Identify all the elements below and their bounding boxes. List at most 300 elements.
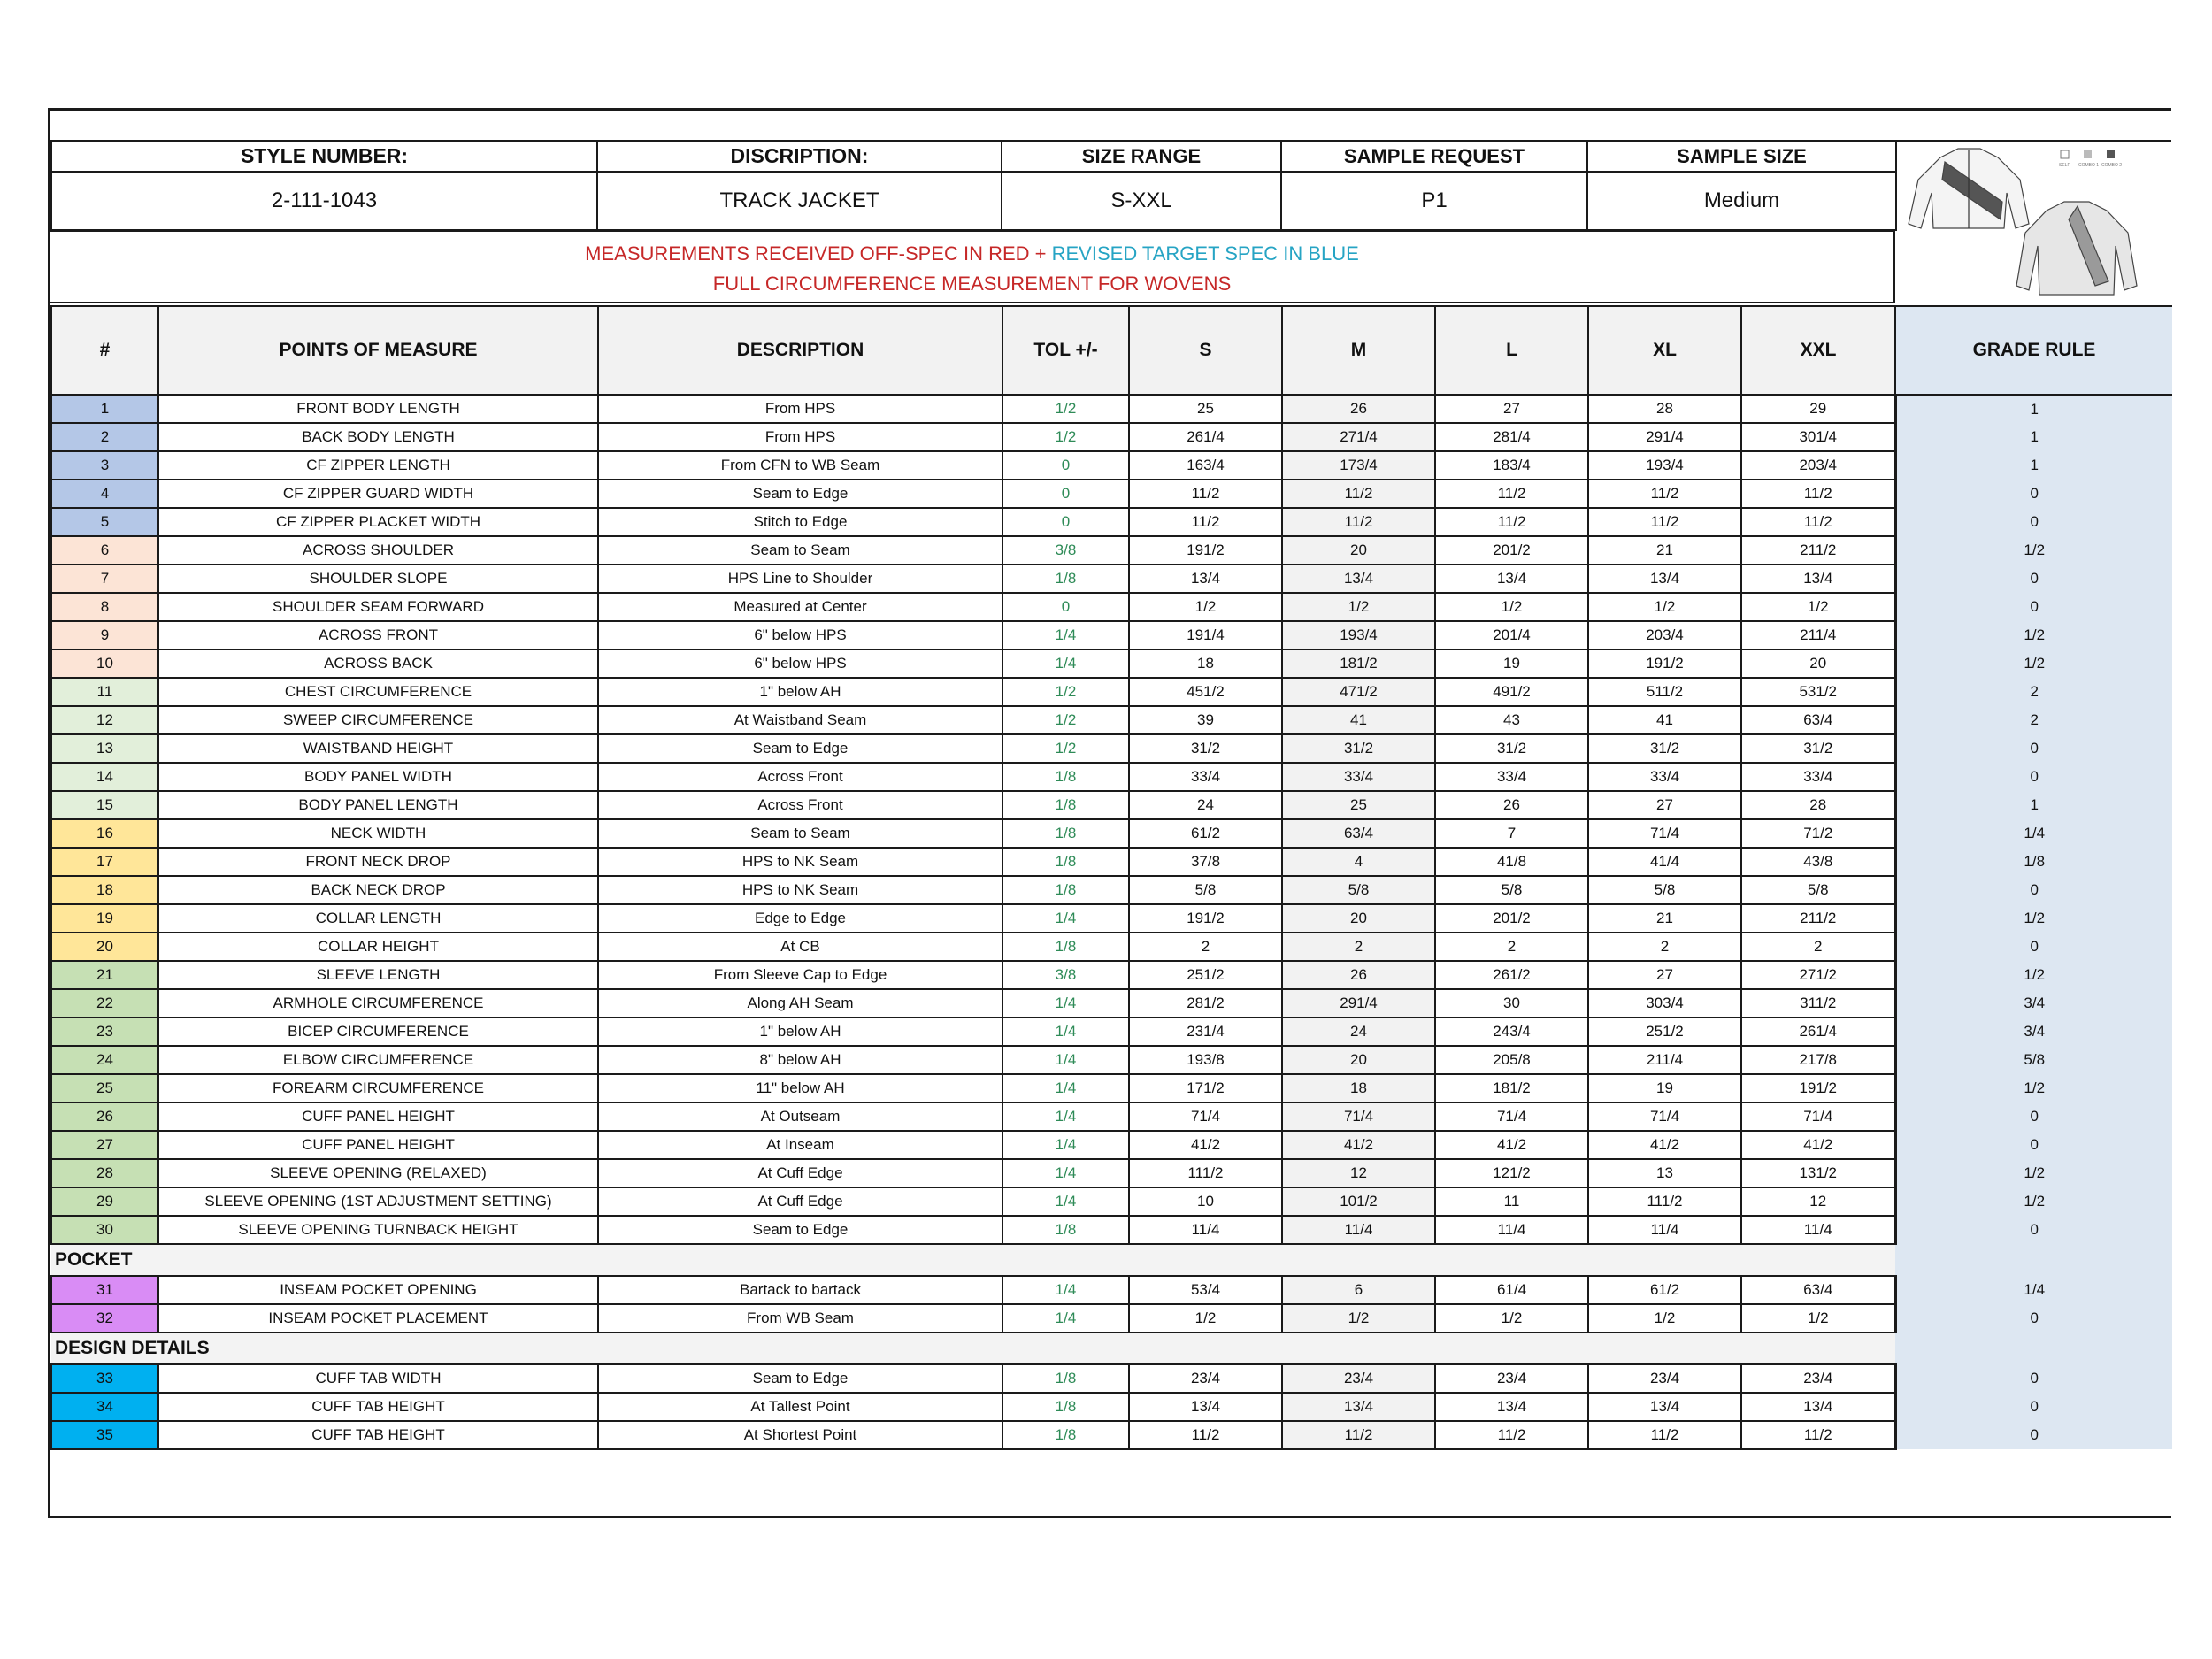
tolerance: 1/4 xyxy=(1002,1018,1129,1046)
size-xxl: 203/4 xyxy=(1741,451,1895,480)
size-m: 271/4 xyxy=(1282,423,1435,451)
size-xxl: 11/2 xyxy=(1741,1421,1895,1449)
size-l: 183/4 xyxy=(1435,451,1588,480)
size-xl: 21 xyxy=(1588,904,1741,933)
size-m: 11/2 xyxy=(1282,480,1435,508)
style-number-label: STYLE NUMBER: xyxy=(51,141,597,172)
off-spec-note: MEASUREMENTS RECEIVED OFF-SPEC IN RED + xyxy=(585,242,1047,265)
row-number: 30 xyxy=(51,1216,158,1244)
size-s: 13/4 xyxy=(1129,565,1282,593)
size-m: 1/2 xyxy=(1282,1304,1435,1333)
point-of-measure: CUFF PANEL HEIGHT xyxy=(158,1131,598,1159)
row-number: 16 xyxy=(51,819,158,848)
size-xxl: 43/8 xyxy=(1741,848,1895,876)
section-title: POCKET xyxy=(51,1244,1895,1276)
top-band xyxy=(50,111,2171,142)
size-xxl: 311/2 xyxy=(1741,989,1895,1018)
size-xl: 303/4 xyxy=(1588,989,1741,1018)
size-xl: 193/4 xyxy=(1588,451,1741,480)
grade-rule: 1/2 xyxy=(1895,1187,2172,1216)
size-m: 11/2 xyxy=(1282,508,1435,536)
point-of-measure: SHOULDER SLOPE xyxy=(158,565,598,593)
swatch-self-label: SELF xyxy=(2059,163,2070,168)
grade-rule: 1/4 xyxy=(1895,819,2172,848)
tolerance: 1/4 xyxy=(1002,649,1129,678)
sample-request-label: SAMPLE REQUEST xyxy=(1281,141,1587,172)
point-of-measure: CHEST CIRCUMFERENCE xyxy=(158,678,598,706)
size-xl: 291/4 xyxy=(1588,423,1741,451)
grade-rule: 0 xyxy=(1895,1393,2172,1421)
size-m: 71/4 xyxy=(1282,1102,1435,1131)
size-s: 2 xyxy=(1129,933,1282,961)
measure-description: At Cuff Edge xyxy=(598,1159,1002,1187)
size-xxl: 217/8 xyxy=(1741,1046,1895,1074)
size-xl: 11/2 xyxy=(1588,508,1741,536)
size-xxl: 28 xyxy=(1741,791,1895,819)
grade-rule: 1 xyxy=(1895,791,2172,819)
size-m: 20 xyxy=(1282,1046,1435,1074)
size-xxl: 211/2 xyxy=(1741,904,1895,933)
size-m: 20 xyxy=(1282,536,1435,565)
point-of-measure: ACROSS SHOULDER xyxy=(158,536,598,565)
grade-rule: 3/4 xyxy=(1895,1018,2172,1046)
tolerance: 1/4 xyxy=(1002,1159,1129,1187)
point-of-measure: CUFF TAB WIDTH xyxy=(158,1364,598,1393)
tolerance: 1/8 xyxy=(1002,565,1129,593)
measure-description: Along AH Seam xyxy=(598,989,1002,1018)
measure-description: From Sleeve Cap to Edge xyxy=(598,961,1002,989)
point-of-measure: BICEP CIRCUMFERENCE xyxy=(158,1018,598,1046)
point-of-measure: INSEAM POCKET PLACEMENT xyxy=(158,1304,598,1333)
measure-description: Seam to Edge xyxy=(598,1364,1002,1393)
size-m: 31/2 xyxy=(1282,734,1435,763)
tolerance: 1/4 xyxy=(1002,1074,1129,1102)
size-xl: 11/2 xyxy=(1588,480,1741,508)
size-xl: 71/4 xyxy=(1588,1102,1741,1131)
grade-rule: 0 xyxy=(1895,876,2172,904)
table-row xyxy=(51,621,2172,649)
measurement-rows xyxy=(51,395,2172,1449)
row-number: 21 xyxy=(51,961,158,989)
size-xl: 27 xyxy=(1588,961,1741,989)
grade-rule: 0 xyxy=(1895,933,2172,961)
table-row xyxy=(51,565,2172,593)
size-xxl: 12 xyxy=(1741,1187,1895,1216)
size-xxl: 13/4 xyxy=(1741,1393,1895,1421)
size-m: 181/2 xyxy=(1282,649,1435,678)
point-of-measure: ELBOW CIRCUMFERENCE xyxy=(158,1046,598,1074)
sample-request-value: P1 xyxy=(1281,172,1587,230)
row-number: 14 xyxy=(51,763,158,791)
grade-rule: 1/2 xyxy=(1895,961,2172,989)
size-xxl: 1/2 xyxy=(1741,593,1895,621)
measure-description: At Inseam xyxy=(598,1131,1002,1159)
size-m: 193/4 xyxy=(1282,621,1435,649)
section-header-row xyxy=(51,1333,2172,1364)
size-xxl: 1/2 xyxy=(1741,1304,1895,1333)
tolerance: 1/4 xyxy=(1002,989,1129,1018)
size-m: 13/4 xyxy=(1282,1393,1435,1421)
grade-rule: 0 xyxy=(1895,480,2172,508)
row-number: 19 xyxy=(51,904,158,933)
size-s: 111/2 xyxy=(1129,1159,1282,1187)
size-m: 11/4 xyxy=(1282,1216,1435,1244)
tolerance: 1/8 xyxy=(1002,933,1129,961)
point-of-measure: WAISTBAND HEIGHT xyxy=(158,734,598,763)
size-xl: 19 xyxy=(1588,1074,1741,1102)
size-m: 5/8 xyxy=(1282,876,1435,904)
measure-description: Seam to Edge xyxy=(598,1216,1002,1244)
col-grade-rule: GRADE RULE xyxy=(1895,306,2172,395)
size-s: 11/2 xyxy=(1129,508,1282,536)
grade-rule: 1/4 xyxy=(1895,1276,2172,1304)
col-points-of-measure: POINTS OF MEASURE xyxy=(158,306,598,395)
point-of-measure: FOREARM CIRCUMFERENCE xyxy=(158,1074,598,1102)
measure-description: 8" below AH xyxy=(598,1046,1002,1074)
measurement-table xyxy=(50,305,2172,1450)
size-s: 71/4 xyxy=(1129,1102,1282,1131)
size-xxl: 191/2 xyxy=(1741,1074,1895,1102)
size-s: 37/8 xyxy=(1129,848,1282,876)
table-row xyxy=(51,1046,2172,1074)
size-xl: 2 xyxy=(1588,933,1741,961)
grade-rule: 0 xyxy=(1895,1131,2172,1159)
size-xl: 191/2 xyxy=(1588,649,1741,678)
grade-rule: 1/2 xyxy=(1895,1074,2172,1102)
size-xl: 41/2 xyxy=(1588,1131,1741,1159)
size-s: 11/2 xyxy=(1129,1421,1282,1449)
size-s: 18 xyxy=(1129,649,1282,678)
measure-description: Seam to Seam xyxy=(598,536,1002,565)
grade-rule: 2 xyxy=(1895,706,2172,734)
row-number: 11 xyxy=(51,678,158,706)
row-number: 1 xyxy=(51,395,158,423)
point-of-measure: ACROSS FRONT xyxy=(158,621,598,649)
grade-rule: 5/8 xyxy=(1895,1046,2172,1074)
column-header-row xyxy=(51,306,2172,395)
size-s: 191/4 xyxy=(1129,621,1282,649)
tolerance: 1/8 xyxy=(1002,848,1129,876)
size-s: 61/2 xyxy=(1129,819,1282,848)
size-xl: 1/2 xyxy=(1588,593,1741,621)
tolerance: 0 xyxy=(1002,593,1129,621)
measure-description: Edge to Edge xyxy=(598,904,1002,933)
size-xxl: 23/4 xyxy=(1741,1364,1895,1393)
table-row xyxy=(51,536,2172,565)
size-l: 281/4 xyxy=(1435,423,1588,451)
sample-size-value: Medium xyxy=(1587,172,1896,230)
grade-rule: 1/2 xyxy=(1895,536,2172,565)
size-s: 191/2 xyxy=(1129,536,1282,565)
size-m: 1/2 xyxy=(1282,593,1435,621)
size-l: 13/4 xyxy=(1435,1393,1588,1421)
tolerance: 1/4 xyxy=(1002,1102,1129,1131)
row-number: 4 xyxy=(51,480,158,508)
size-m: 291/4 xyxy=(1282,989,1435,1018)
size-xl: 27 xyxy=(1588,791,1741,819)
size-s: 281/2 xyxy=(1129,989,1282,1018)
point-of-measure: SLEEVE OPENING (RELAXED) xyxy=(158,1159,598,1187)
grade-rule: 0 xyxy=(1895,1216,2172,1244)
table-row xyxy=(51,395,2172,423)
size-m: 23/4 xyxy=(1282,1364,1435,1393)
size-xl: 21 xyxy=(1588,536,1741,565)
notes-line-2: FULL CIRCUMFERENCE MEASUREMENT FOR WOVENS xyxy=(712,273,1232,295)
point-of-measure: INSEAM POCKET OPENING xyxy=(158,1276,598,1304)
table-row xyxy=(51,848,2172,876)
size-xl: 61/2 xyxy=(1588,1276,1741,1304)
col-size-m: M xyxy=(1282,306,1435,395)
tolerance: 1/8 xyxy=(1002,1393,1129,1421)
size-l: 41/8 xyxy=(1435,848,1588,876)
table-row xyxy=(51,1074,2172,1102)
row-number: 2 xyxy=(51,423,158,451)
size-l: 201/4 xyxy=(1435,621,1588,649)
tolerance: 0 xyxy=(1002,451,1129,480)
tolerance: 1/8 xyxy=(1002,819,1129,848)
row-number: 10 xyxy=(51,649,158,678)
measure-description: At Tallest Point xyxy=(598,1393,1002,1421)
size-xxl: 29 xyxy=(1741,395,1895,423)
size-xxl: 63/4 xyxy=(1741,706,1895,734)
size-xxl: 261/4 xyxy=(1741,1018,1895,1046)
tolerance: 1/8 xyxy=(1002,1364,1129,1393)
measure-description: From HPS xyxy=(598,423,1002,451)
size-m: 41 xyxy=(1282,706,1435,734)
point-of-measure: FRONT NECK DROP xyxy=(158,848,598,876)
table-row xyxy=(51,508,2172,536)
description-label: DISCRIPTION: xyxy=(597,141,1002,172)
size-l: 61/4 xyxy=(1435,1276,1588,1304)
size-m: 26 xyxy=(1282,395,1435,423)
size-xxl: 13/4 xyxy=(1741,565,1895,593)
size-s: 193/8 xyxy=(1129,1046,1282,1074)
size-xxl: 301/4 xyxy=(1741,423,1895,451)
table-row xyxy=(51,933,2172,961)
spec-notes xyxy=(50,230,1895,303)
measure-description: Across Front xyxy=(598,791,1002,819)
size-xl: 13/4 xyxy=(1588,1393,1741,1421)
point-of-measure: SLEEVE OPENING TURNBACK HEIGHT xyxy=(158,1216,598,1244)
swatch-combo2-label: COMBO 2 xyxy=(2101,163,2123,168)
row-number: 9 xyxy=(51,621,158,649)
size-m: 25 xyxy=(1282,791,1435,819)
section-grade-spacer xyxy=(1895,1244,2172,1276)
col-size-s: S xyxy=(1129,306,1282,395)
grade-rule: 0 xyxy=(1895,763,2172,791)
size-l: 71/4 xyxy=(1435,1102,1588,1131)
measure-description: Seam to Seam xyxy=(598,819,1002,848)
size-xl: 23/4 xyxy=(1588,1364,1741,1393)
grade-rule: 0 xyxy=(1895,1421,2172,1449)
point-of-measure: ARMHOLE CIRCUMFERENCE xyxy=(158,989,598,1018)
size-l: 33/4 xyxy=(1435,763,1588,791)
size-l: 43 xyxy=(1435,706,1588,734)
point-of-measure: CUFF PANEL HEIGHT xyxy=(158,1102,598,1131)
measure-description: Seam to Edge xyxy=(598,480,1002,508)
tolerance: 1/4 xyxy=(1002,1187,1129,1216)
size-xl: 31/2 xyxy=(1588,734,1741,763)
table-row xyxy=(51,1018,2172,1046)
size-m: 13/4 xyxy=(1282,565,1435,593)
size-l: 11/4 xyxy=(1435,1216,1588,1244)
tolerance: 3/8 xyxy=(1002,536,1129,565)
tolerance: 1/2 xyxy=(1002,678,1129,706)
table-row xyxy=(51,1102,2172,1131)
tolerance: 1/4 xyxy=(1002,621,1129,649)
size-m: 6 xyxy=(1282,1276,1435,1304)
size-xxl: 71/2 xyxy=(1741,819,1895,848)
size-m: 4 xyxy=(1282,848,1435,876)
grade-rule: 1/2 xyxy=(1895,649,2172,678)
size-m: 173/4 xyxy=(1282,451,1435,480)
size-xxl: 211/4 xyxy=(1741,621,1895,649)
size-m: 101/2 xyxy=(1282,1187,1435,1216)
size-l: 261/2 xyxy=(1435,961,1588,989)
row-number: 23 xyxy=(51,1018,158,1046)
size-xl: 203/4 xyxy=(1588,621,1741,649)
tolerance: 1/8 xyxy=(1002,763,1129,791)
tolerance: 0 xyxy=(1002,508,1129,536)
size-m: 2 xyxy=(1282,933,1435,961)
measure-description: At Outseam xyxy=(598,1102,1002,1131)
grade-rule: 1 xyxy=(1895,395,2172,423)
jacket-sketch xyxy=(1896,140,2174,303)
grade-rule: 1/2 xyxy=(1895,1159,2172,1187)
size-xl: 251/2 xyxy=(1588,1018,1741,1046)
table-row xyxy=(51,678,2172,706)
measure-description: At Cuff Edge xyxy=(598,1187,1002,1216)
row-number: 33 xyxy=(51,1364,158,1393)
size-s: 191/2 xyxy=(1129,904,1282,933)
row-number: 5 xyxy=(51,508,158,536)
row-number: 7 xyxy=(51,565,158,593)
col-size-xxl: XXL xyxy=(1741,306,1895,395)
tolerance: 1/2 xyxy=(1002,395,1129,423)
size-xxl: 20 xyxy=(1741,649,1895,678)
table-row xyxy=(51,763,2172,791)
size-xxl: 11/4 xyxy=(1741,1216,1895,1244)
size-xl: 71/4 xyxy=(1588,819,1741,848)
size-l: 11 xyxy=(1435,1187,1588,1216)
size-s: 231/4 xyxy=(1129,1018,1282,1046)
header-table xyxy=(50,140,1897,231)
size-l: 243/4 xyxy=(1435,1018,1588,1046)
size-xxl: 531/2 xyxy=(1741,678,1895,706)
col-size-xl: XL xyxy=(1588,306,1741,395)
measure-description: 11" below AH xyxy=(598,1074,1002,1102)
size-xxl: 211/2 xyxy=(1741,536,1895,565)
size-s: 251/2 xyxy=(1129,961,1282,989)
size-s: 163/4 xyxy=(1129,451,1282,480)
size-xl: 13/4 xyxy=(1588,565,1741,593)
tolerance: 1/4 xyxy=(1002,904,1129,933)
measure-description: Seam to Edge xyxy=(598,734,1002,763)
size-s: 24 xyxy=(1129,791,1282,819)
size-xl: 33/4 xyxy=(1588,763,1741,791)
size-xxl: 71/4 xyxy=(1741,1102,1895,1131)
size-l: 1/2 xyxy=(1435,593,1588,621)
size-xxl: 2 xyxy=(1741,933,1895,961)
row-number: 29 xyxy=(51,1187,158,1216)
measure-description: Bartack to bartack xyxy=(598,1276,1002,1304)
measure-description: 1" below AH xyxy=(598,1018,1002,1046)
size-xxl: 33/4 xyxy=(1741,763,1895,791)
size-l: 30 xyxy=(1435,989,1588,1018)
size-m: 24 xyxy=(1282,1018,1435,1046)
front-view-sketch xyxy=(1909,149,2029,228)
table-row xyxy=(51,1187,2172,1216)
table-row xyxy=(51,1364,2172,1393)
size-m: 63/4 xyxy=(1282,819,1435,848)
size-range-value: S-XXL xyxy=(1002,172,1281,230)
point-of-measure: SHOULDER SEAM FORWARD xyxy=(158,593,598,621)
point-of-measure: ACROSS BACK xyxy=(158,649,598,678)
row-number: 28 xyxy=(51,1159,158,1187)
size-l: 181/2 xyxy=(1435,1074,1588,1102)
size-xl: 511/2 xyxy=(1588,678,1741,706)
size-xxl: 11/2 xyxy=(1741,480,1895,508)
size-s: 451/2 xyxy=(1129,678,1282,706)
tolerance: 1/4 xyxy=(1002,1276,1129,1304)
size-m: 20 xyxy=(1282,904,1435,933)
grade-rule: 1 xyxy=(1895,451,2172,480)
grade-rule: 0 xyxy=(1895,1304,2172,1333)
size-xl: 1/2 xyxy=(1588,1304,1741,1333)
size-s: 11/4 xyxy=(1129,1216,1282,1244)
measure-description: At CB xyxy=(598,933,1002,961)
size-m: 12 xyxy=(1282,1159,1435,1187)
tolerance: 1/4 xyxy=(1002,1131,1129,1159)
point-of-measure: COLLAR HEIGHT xyxy=(158,933,598,961)
size-s: 13/4 xyxy=(1129,1393,1282,1421)
size-s: 171/2 xyxy=(1129,1074,1282,1102)
grade-rule: 1/2 xyxy=(1895,621,2172,649)
measure-description: 6" below HPS xyxy=(598,621,1002,649)
row-number: 35 xyxy=(51,1421,158,1449)
size-s: 31/2 xyxy=(1129,734,1282,763)
tolerance: 1/2 xyxy=(1002,423,1129,451)
measure-description: 6" below HPS xyxy=(598,649,1002,678)
point-of-measure: SWEEP CIRCUMFERENCE xyxy=(158,706,598,734)
grade-rule: 1 xyxy=(1895,423,2172,451)
size-xl: 11/2 xyxy=(1588,1421,1741,1449)
point-of-measure: SLEEVE OPENING (1ST ADJUSTMENT SETTING) xyxy=(158,1187,598,1216)
table-row xyxy=(51,1216,2172,1244)
size-xxl: 11/2 xyxy=(1741,508,1895,536)
size-s: 11/2 xyxy=(1129,480,1282,508)
table-row xyxy=(51,876,2172,904)
tolerance: 1/8 xyxy=(1002,876,1129,904)
size-s: 1/2 xyxy=(1129,593,1282,621)
grade-rule: 0 xyxy=(1895,1102,2172,1131)
size-l: 5/8 xyxy=(1435,876,1588,904)
size-l: 2 xyxy=(1435,933,1588,961)
point-of-measure: CF ZIPPER LENGTH xyxy=(158,451,598,480)
size-s: 23/4 xyxy=(1129,1364,1282,1393)
row-number: 31 xyxy=(51,1276,158,1304)
point-of-measure: CF ZIPPER GUARD WIDTH xyxy=(158,480,598,508)
size-s: 5/8 xyxy=(1129,876,1282,904)
table-row xyxy=(51,706,2172,734)
point-of-measure: NECK WIDTH xyxy=(158,819,598,848)
row-number: 34 xyxy=(51,1393,158,1421)
row-number: 18 xyxy=(51,876,158,904)
row-number: 17 xyxy=(51,848,158,876)
grade-rule: 0 xyxy=(1895,1364,2172,1393)
measure-description: From CFN to WB Seam xyxy=(598,451,1002,480)
table-row xyxy=(51,1276,2172,1304)
